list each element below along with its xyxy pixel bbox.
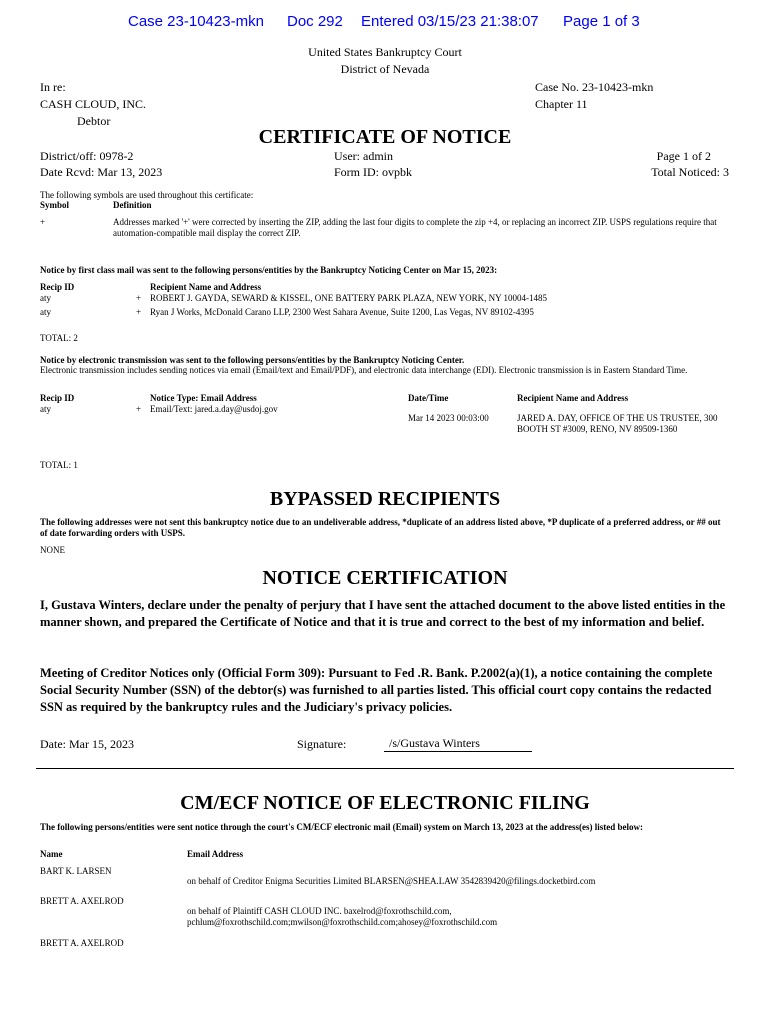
electronic-note: Electronic transmission includes sending notices via email (Email/text and Email/PDF), and electronic data interchange (EDI). Electronic transmission is in Eastern Standard Time.	[40, 365, 688, 375]
date-received: Date Rcvd: Mar 13, 2023	[40, 165, 163, 179]
bypassed-title: BYPASSED RECIPIENTS	[269, 488, 501, 510]
electronic-heading: Notice by electronic transmission was sent to the following persons/entities by the Bankruptcy Noticing Center.	[40, 355, 465, 365]
signature-value: /s/Gustava Winters	[389, 736, 480, 750]
symbol-header: Symbol	[40, 200, 70, 210]
first-class-col-recip: Recip ID	[40, 282, 75, 292]
first-class-row-address: Ryan J Works, McDonald Carano LLP, 2300 West Sahara Avenue, Suite 1200, Las Vegas, NV 89102-4395	[150, 307, 534, 317]
symbols-intro: The following symbols are used throughout this certificate:	[40, 190, 254, 200]
symbol-plus: +	[40, 217, 46, 227]
first-class-col-name: Recipient Name and Address	[150, 282, 262, 292]
form-id: Form ID: ovpbk	[334, 165, 412, 179]
definition-header: Definition	[113, 200, 152, 210]
debtor-label: Debtor	[77, 114, 111, 128]
district-off: District/off: 0978-2	[40, 149, 134, 163]
chapter: Chapter 11	[535, 97, 588, 111]
signature-line	[384, 751, 532, 752]
case-number-banner: Case 23-10423-mkn	[128, 13, 264, 30]
cmecf-col-email: Email Address	[187, 849, 244, 859]
first-class-row-mark: +	[136, 307, 142, 317]
electronic-col-date: Date/Time	[408, 393, 449, 403]
first-class-total: TOTAL: 2	[40, 333, 78, 343]
certification-ssn-notice: Meeting of Creditor Notices only (Official Form 309): Pursuant to Fed .R. Bank. P.2002(a)(1), a notice containing the complete Social Security Number (SSN) of the debtor(s) was furnished to all parties listed. This official court copy contains the redacted SSN as required by the bankruptcy rules and the Judiciary's privacy policies.	[40, 666, 713, 714]
electronic-row-mark: +	[136, 404, 142, 414]
electronic-row-recipient: JARED A. DAY, OFFICE OF THE US TRUSTEE, 300 BOOTH ST #3009, RENO, NV 89509-1360	[517, 413, 718, 434]
court-district: District of Nevada	[340, 62, 430, 76]
user: User: admin	[334, 149, 393, 163]
cmecf-row-name: BRETT A. AXELROD	[40, 896, 124, 906]
doc-number-banner: Doc 292	[287, 13, 343, 30]
first-class-row-id: aty	[40, 293, 51, 303]
cmecf-row-name: BART K. LARSEN	[40, 866, 112, 876]
debtor-name: CASH CLOUD, INC.	[40, 97, 147, 111]
entered-banner: Entered 03/15/23 21:38:07	[361, 13, 539, 30]
certification-declaration: I, Gustava Winters, declare under the penalty of perjury that I have sent the attached document to the above listed entities in the manner shown, and prepared the Certificate of Notice and that it is true and correct to the best of my information and belief.	[40, 598, 726, 629]
electronic-col-name: Recipient Name and Address	[517, 393, 629, 403]
page-banner: Page 1 of 3	[563, 13, 640, 30]
electronic-col-type: Notice Type: Email Address	[150, 393, 257, 403]
cmecf-title: CM/ECF NOTICE OF ELECTRONIC FILING	[180, 792, 590, 814]
first-class-row-mark: +	[136, 293, 142, 303]
signature-label: Signature:	[297, 737, 347, 751]
first-class-heading: Notice by first class mail was sent to the following persons/entities by the Bankruptcy Noticing Center on Mar 15, 2023:	[40, 265, 498, 275]
certification-date: Date: Mar 15, 2023	[40, 737, 134, 751]
symbol-definition: Addresses marked '+' were corrected by inserting the ZIP, adding the last four digits to complete the zip +4, or replacing an incorrect ZIP. USPS regulations require that automation-compatible mail display the correct ZIP.	[113, 217, 717, 238]
cmecf-row-email: on behalf of Creditor Enigma Securities Limited BLARSEN@SHEA.LAW 3542839420@filings.docketbird.com	[187, 876, 596, 886]
court-name: United States Bankruptcy Court	[308, 45, 462, 59]
first-class-row-id: aty	[40, 307, 51, 317]
electronic-row-id: aty	[40, 404, 51, 414]
cmecf-row-email: on behalf of Plaintiff CASH CLOUD INC. baxelrod@foxrothschild.com, pchlum@foxrothschild.com;mwilson@foxrothschild.com;ahosey@foxrothschild.com	[187, 906, 498, 927]
cmecf-col-name: Name	[40, 849, 63, 859]
section-divider	[36, 768, 734, 769]
first-class-row-address: ROBERT J. GAYDA, SEWARD & KISSEL, ONE BATTERY PARK PLAZA, NEW YORK, NY 10004-1485	[150, 293, 547, 303]
electronic-row-datetime: Mar 14 2023 00:03:00	[408, 413, 489, 423]
bypassed-none: NONE	[40, 545, 65, 555]
electronic-col-recip: Recip ID	[40, 393, 75, 403]
page-title: CERTIFICATE OF NOTICE	[258, 126, 512, 148]
in-re-label: In re:	[40, 80, 66, 94]
case-number: Case No. 23-10423-mkn	[535, 80, 654, 94]
certification-title: NOTICE CERTIFICATION	[262, 567, 508, 589]
meta-page: Page 1 of 2	[656, 149, 711, 163]
cmecf-intro: The following persons/entities were sent notice through the court's CM/ECF electronic mail (Email) system on March 13, 2023 at the address(es) listed below:	[40, 822, 644, 832]
electronic-total: TOTAL: 1	[40, 460, 78, 470]
total-noticed: Total Noticed: 3	[651, 165, 729, 179]
electronic-row-email: Email/Text: jared.a.day@usdoj.gov	[150, 404, 278, 414]
cmecf-row-name: BRETT A. AXELROD	[40, 938, 124, 948]
bypassed-text: The following addresses were not sent this bankruptcy notice due to an undeliverable address, *duplicate of an address listed above, *P duplicate of a preferred address, or ## out of date forwarding orders with USPS.	[40, 517, 721, 538]
